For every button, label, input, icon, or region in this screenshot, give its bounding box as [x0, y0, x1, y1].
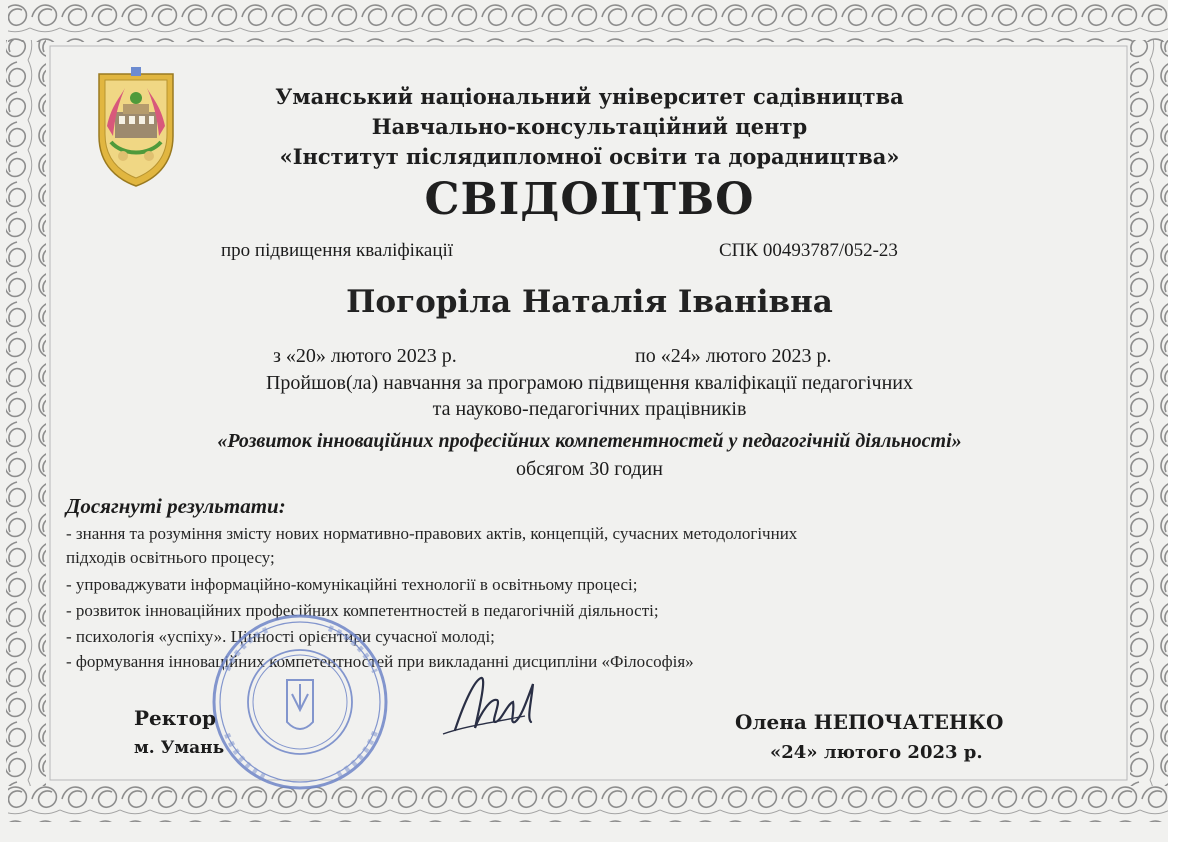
- rector-signature: [435, 660, 555, 750]
- seal-icon: [175, 610, 425, 795]
- result-item: - формування інноваційних компетентностей при викладанні дисципліни «Філософія»: [66, 652, 694, 671]
- issue-city: м. Умань: [134, 738, 225, 758]
- date-to: по «24» лютого 2023 р.: [635, 345, 832, 367]
- certificate-subtitle: про підвищення кваліфікації: [221, 240, 454, 261]
- result-item: - розвиток інноваційних професійних компетентностей в педагогічній діяльності;: [66, 601, 659, 620]
- issue-date: «24» лютого 2023 р.: [770, 742, 983, 763]
- results-heading: Досягнуті результати:: [66, 494, 286, 518]
- training-line-1: Пройшов(ла) навчання за програмою підвищення кваліфікації педагогічних: [265, 372, 913, 394]
- training-line-2: та науково-педагогічних працівників: [432, 398, 747, 420]
- signatory-name: Олена НЕПОЧАТЕНКО: [735, 710, 1004, 734]
- signatory-position: Ректор: [134, 706, 216, 730]
- result-item: підходів освітнього процесу;: [66, 548, 275, 567]
- result-item: - знання та розуміння змісту нових нормативно-правових актів, концепцій, сучасних методологічних: [66, 524, 798, 543]
- program-volume: обсягом 30 годин: [516, 458, 663, 480]
- result-item: - упроваджувати інформаційно-комунікаційні технології в освітньому процесі;: [66, 575, 638, 594]
- certificate-title: СВІДОЦТВО: [424, 174, 755, 225]
- certificate-number: СПК 00493787/052-23: [719, 240, 898, 261]
- university-name: Уманський національний університет садівництва: [275, 84, 904, 109]
- holder-full-name: Погоріла Наталія Іванівна: [346, 284, 833, 320]
- date-from: з «20» лютого 2023 р.: [273, 345, 457, 367]
- center-name: Навчально-консультаційний центр: [371, 114, 808, 139]
- institute-name: «Інститут післядипломної освіти та дорадництва»: [279, 144, 900, 169]
- result-item: - психологія «успіху». Цінності орієнтири сучасної молоді;: [66, 627, 495, 646]
- program-title: «Розвиток інноваційних професійних компетентностей у педагогічній діяльності»: [217, 430, 962, 452]
